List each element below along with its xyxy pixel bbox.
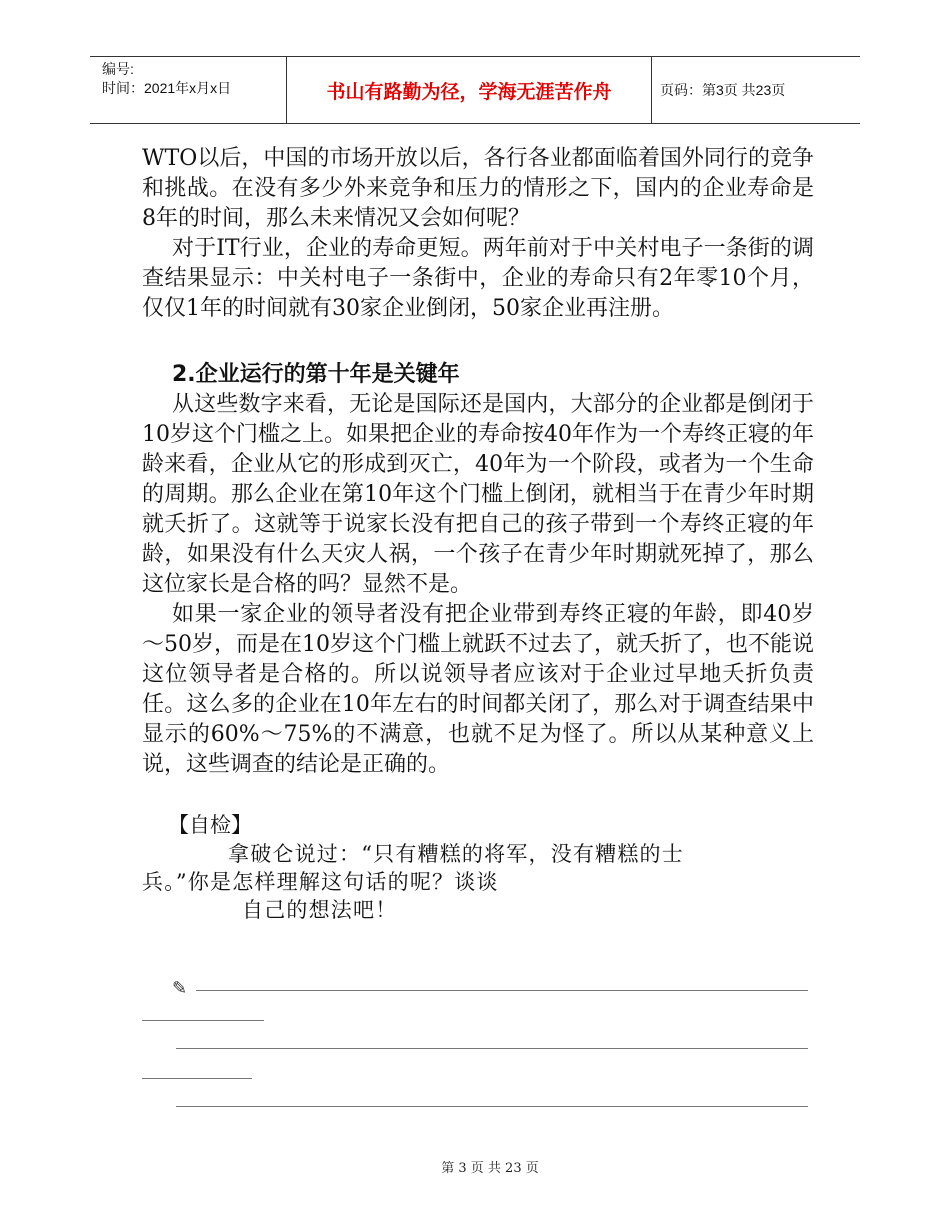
header-motto-cell [286, 57, 652, 123]
page-footer: 第 3 页 共 23 页 [441, 1161, 539, 1176]
motto-text: 书山有路勤为径，学海无涯苦作舟 [326, 81, 612, 103]
number-label: 编号: [102, 61, 134, 77]
answer-line [142, 1078, 252, 1079]
paragraph-3: 从这些数字来看，无论是国际还是国内，大部分的企业都是倒闭于10岁这个门槛之上。如果把企业的寿命按40年作为一个寿终正寝的年龄来看，企业从它的形成到灭亡，40年为一个阶段，或者为一个生命的周期。那么企业在第10年这个门槛上倒闭，就相当于在青少年时期就夭折了。这就等于说家长没有把自己的孩子带到一个寿终正寝的年龄，如果没有什么天灾人祸，一个孩子在青少年时期就死掉了，那么这位家长是合格的吗？显然不是。 [142, 392, 814, 597]
paragraph-4: 如果一家企业的领导者没有把企业带到寿终正寝的年龄，即40岁～50岁，而是在10岁这个门槛上就跃不过去了，就夭折了，也不能说这位领导者是合格的。所以说领导者应该对于企业过早地夭折负责任。这么多的企业在10年左右的时间都关闭了，那么对于调查结果中显示的60%～75%的不满意，也就不足为怪了。所以从某种意义上说，这些调查的结论是正确的。 [142, 602, 814, 777]
answer-line [142, 1020, 264, 1021]
header-meta [90, 57, 286, 123]
document-body [142, 144, 814, 924]
answer-line [196, 990, 808, 991]
paragraph-1: WTO以后，中国的市场开放以后，各行各业都面临着国外同行的竞争和挑战。在没有多少外来竞争和压力的情形之下，国内的企业寿命是8年的时间，那么未来情况又会如何呢？ [142, 146, 814, 231]
self-check-question-line1: 拿破仑说过：“只有糟糕的将军，没有糟糕的士 [228, 842, 684, 866]
self-check-question-line3: 自己的想法吧！ [242, 898, 398, 922]
page-info: 页码：第3页 共23页 [660, 82, 786, 98]
pencil-icon: ✎ [172, 978, 188, 999]
time-label: 时间：2021年x月x日 [102, 80, 232, 96]
answer-line [176, 1106, 808, 1107]
answer-line [176, 1048, 808, 1049]
self-check-title: 【自检】 [168, 813, 252, 837]
answer-area[interactable] [142, 970, 812, 1120]
self-check-question-line2: 兵。”你是怎样理解这句话的呢？谈谈 [142, 870, 499, 894]
page-header [90, 56, 860, 124]
paragraph-2: 对于IT行业，企业的寿命更短。两年前对于中关村电子一条街的调查结果显示：中关村电子一条街中，企业的寿命只有2年零10个月，仅仅1年的时间就有30家企业倒闭，50家企业再注册。 [142, 236, 814, 321]
section-heading: 2.企业运行的第十年是关键年 [172, 362, 460, 387]
